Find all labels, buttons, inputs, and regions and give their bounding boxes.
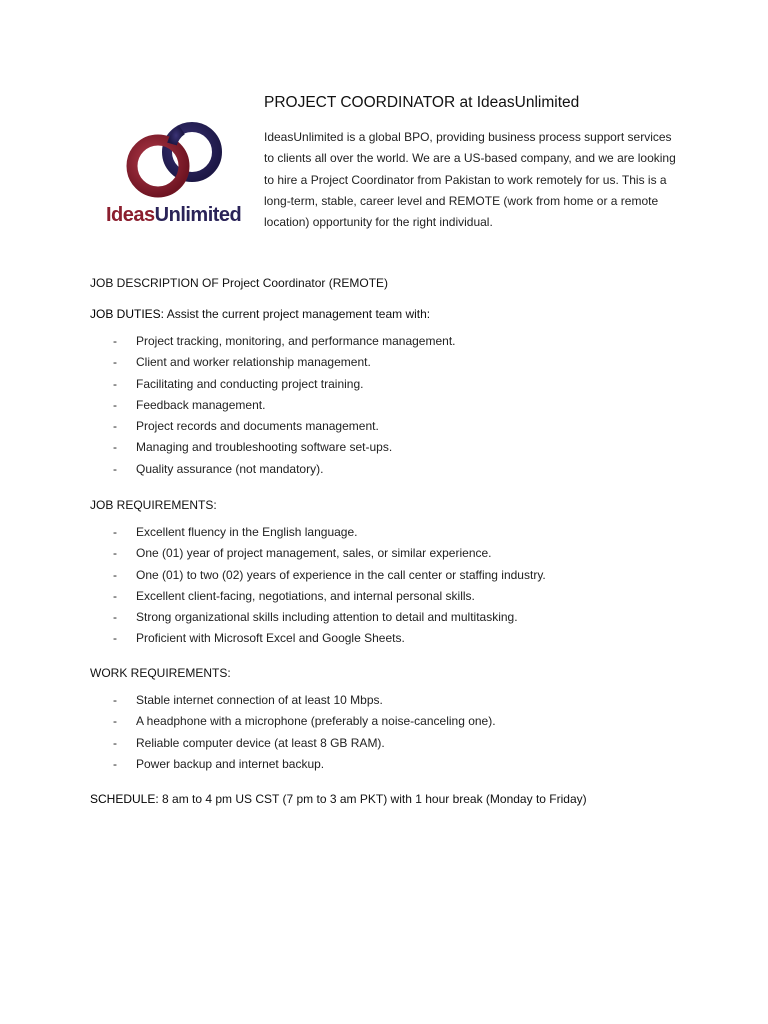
job-requirements-list xyxy=(90,522,710,650)
list-item: - One (01) to two (02) years of experience in the call center or staffing industry. xyxy=(90,565,710,586)
list-item: - A headphone with a microphone (preferably a noise-canceling one). xyxy=(90,711,710,732)
work-requirements-heading: WORK REQUIREMENTS: xyxy=(90,666,231,680)
list-item: - Excellent client-facing, negotiations, and internal personal skills. xyxy=(90,586,710,607)
job-duties-heading xyxy=(90,307,710,321)
list-item: - Project records and documents management. xyxy=(90,416,710,437)
list-item: - Strong organizational skills including attention to detail and multitasking. xyxy=(90,607,710,628)
job-duties-label: JOB DUTIES: xyxy=(90,307,165,321)
logo-word-unlimited: Unlimited xyxy=(154,204,242,226)
job-requirements-heading: JOB REQUIREMENTS: xyxy=(90,498,217,512)
logo-word-ideas: Ideas xyxy=(106,204,155,226)
schedule-line xyxy=(90,792,710,806)
logo-wordmark xyxy=(106,204,241,227)
schedule-text: 8 am to 4 pm US CST (7 pm to 3 am PKT) with 1 hour break (Monday to Friday) xyxy=(158,792,587,806)
intro-paragraph: IdeasUnlimited is a global BPO, providing business process support services to clients all over the world. We are a US-based company, and we are looking to hire a Project Coordinator from Pakistan to work remotely for us. This is a long-term, stable, career level and REMOTE (work from home or a remote location) opportunity for the right individual. xyxy=(264,130,676,230)
work-requirements-section xyxy=(90,666,710,775)
list-item: - One (01) year of project management, sales, or similar experience. xyxy=(90,543,710,564)
list-item: - Power backup and internet backup. xyxy=(90,754,710,775)
list-item: - Proficient with Microsoft Excel and Google Sheets. xyxy=(90,628,710,649)
work-requirements-list xyxy=(90,690,710,775)
job-description-section xyxy=(90,276,710,290)
company-logo xyxy=(104,118,244,230)
list-item: - Facilitating and conducting project training. xyxy=(90,374,710,395)
schedule-section xyxy=(90,792,710,806)
list-item: - Stable internet connection of at least 10 Mbps. xyxy=(90,690,710,711)
list-item: - Client and worker relationship management. xyxy=(90,352,710,373)
list-item: - Quality assurance (not mandatory). xyxy=(90,459,710,480)
job-description-heading: JOB DESCRIPTION OF Project Coordinator (REMOTE) xyxy=(90,276,389,290)
list-item: - Feedback management. xyxy=(90,395,710,416)
list-item: - Managing and troubleshooting software set-ups. xyxy=(90,437,710,458)
job-duties-list xyxy=(90,331,710,480)
list-item: - Excellent fluency in the English language. xyxy=(90,522,710,543)
job-duties-text: Assist the current project management team with: xyxy=(164,307,431,321)
interlocking-rings-icon xyxy=(104,118,244,204)
list-item: - Project tracking, monitoring, and performance management. xyxy=(90,331,710,352)
page-title: PROJECT COORDINATOR at IdeasUnlimited xyxy=(264,94,580,111)
job-duties-section xyxy=(90,307,710,480)
list-item: - Reliable computer device (at least 8 GB RAM). xyxy=(90,733,710,754)
schedule-label: SCHEDULE: xyxy=(90,792,159,806)
job-requirements-section xyxy=(90,498,710,650)
